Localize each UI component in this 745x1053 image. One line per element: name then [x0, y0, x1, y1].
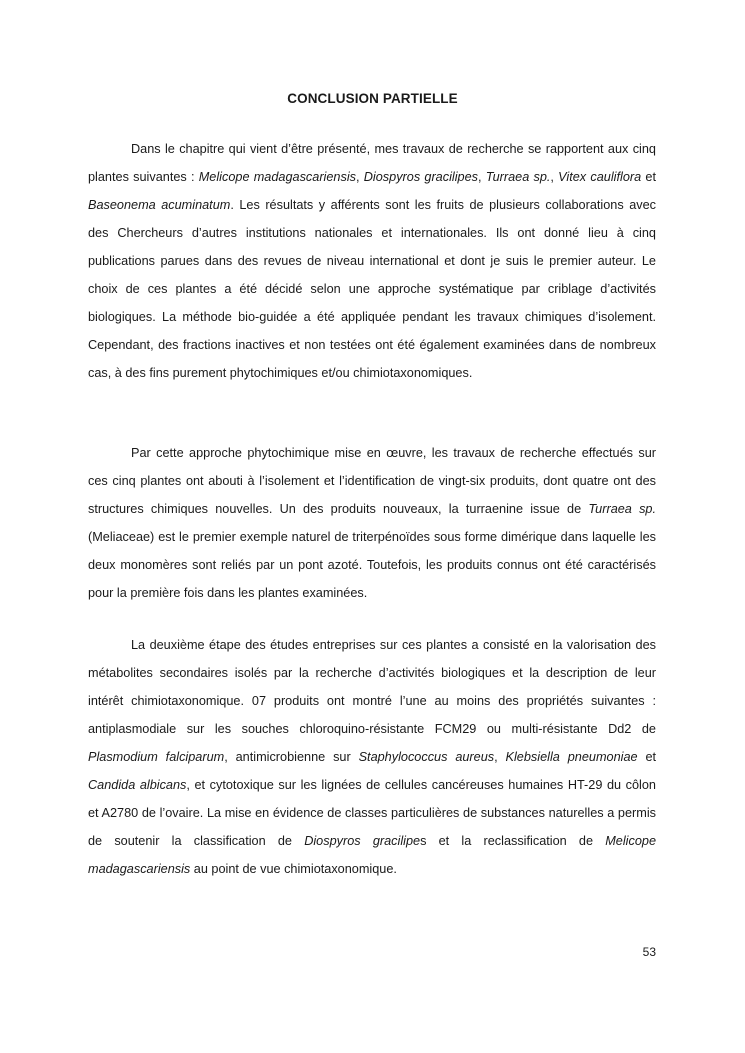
italic-term: Turraea sp.	[588, 501, 656, 516]
text-run: , et cytotoxique sur les lignées de cellules cancéreuses humaines HT-29 du côlon et A2780 de l’ovaire. La mise en évidence de classes particulières de substances naturelles a permis de soutenir la classification de	[88, 777, 656, 848]
italic-term: Diospyros gracilipe	[304, 833, 421, 848]
text-run: . Les résultats y afférents sont les fruits de plusieurs collaborations avec des Chercheurs d’autres institutions nationales et internationales. Ils ont donné lieu à cinq publications parues dans des revues de niveau international et dont je suis le premier auteur. Le choix de ces plantes a été décidé selon une approche systématique par criblage d’activités biologiques. La méthode bio-guidée a été appliquée pendant les travaux chimiques d’isolement. Cependant, des fractions inactives et non testées ont été également examinées dans de nombreux cas, à des fins purement phytochimiques et/ou chimiotaxonomiques.	[88, 197, 656, 380]
text-run: , antimicrobienne sur	[224, 749, 359, 764]
text-run: (Meliaceae) est le premier exemple naturel de triterpénoïdes sous forme dimérique dans laquelle les deux monomères sont reliés par un pont azoté. Toutefois, les produits connus ont été caractérisés pour la première fois dans les plantes examinées.	[88, 529, 656, 600]
italic-term: Candida albicans	[88, 777, 187, 792]
paragraph-3	[88, 631, 656, 883]
text-run: ,	[494, 749, 506, 764]
italic-term: Turraea sp.	[485, 169, 551, 184]
text-run: Par cette approche phytochimique mise en œuvre, les travaux de recherche effectués sur ces cinq plantes ont abouti à l’isolement et l’identification de vingt-six produits, dont quatre ont des structures chimiques nouvelles. Un des produits nouveaux, la turraenine issue de	[88, 445, 656, 516]
text-run: et	[637, 749, 657, 764]
paragraph-2	[88, 439, 656, 607]
text-run: ,	[478, 169, 486, 184]
text-run: ,	[356, 169, 364, 184]
italic-term: Diospyros gracilipes	[363, 169, 478, 184]
text-run: ,	[550, 169, 559, 184]
italic-term: Vitex cauliflora	[558, 169, 642, 184]
text-run: au point de vue chimiotaxonomique.	[190, 861, 397, 876]
italic-term: Melicope madagascariensis	[88, 833, 657, 876]
text-run: La deuxième étape des études entreprises sur ces plantes a consisté en la valorisation des métabolites secondaires isolés par la recherche d’activités biologiques et la description de leur intérêt chimiotaxonomique. 07 produits ont montré l’une au moins des propriétés suivantes : antiplasmodiale sur les souches chloroquino-résistante FCM29 ou multi-résistante Dd2 de	[88, 637, 656, 736]
italic-term: Melicope madagascariensis	[198, 169, 356, 184]
text-run: et	[641, 169, 656, 184]
text-run: s et la reclassification de	[420, 833, 606, 848]
italic-term: Plasmodium falciparum	[88, 749, 225, 764]
italic-term: Baseonema acuminatum	[88, 197, 231, 212]
page-number: 53	[642, 945, 656, 959]
page-title: CONCLUSION PARTIELLE	[287, 91, 458, 106]
italic-term: Klebsiella pneumoniae	[505, 749, 638, 764]
text-run: Dans le chapitre qui vient d’être présenté, mes travaux de recherche se rapportent aux cinq plantes suivantes :	[88, 141, 656, 184]
paragraph-1	[88, 135, 656, 387]
italic-term: Staphylococcus aureus	[358, 749, 495, 764]
